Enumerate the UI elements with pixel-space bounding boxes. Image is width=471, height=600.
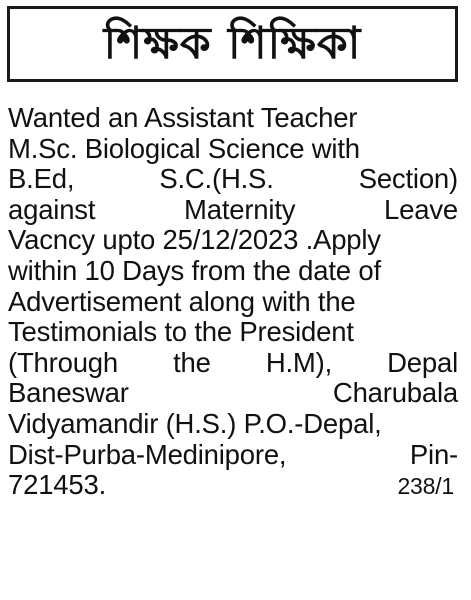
body-line: Wanted an Assistant Teacher xyxy=(8,102,358,133)
pin-code: 721453. xyxy=(8,469,107,501)
advertisement-heading-box xyxy=(7,6,458,82)
body-word: Depal xyxy=(387,346,458,378)
body-line: M.Sc. Biological Science with xyxy=(8,132,360,164)
body-word: Pin- xyxy=(409,438,458,470)
body-word: Baneswar xyxy=(8,377,129,409)
body-word: Dist-Purba-Medinipore, xyxy=(8,438,287,470)
body-line: Advertisement along with the xyxy=(8,285,356,317)
body-line xyxy=(8,195,458,226)
body-word: (Through xyxy=(8,346,118,378)
body-word: S.C.(H.S. xyxy=(159,163,274,195)
body-line: within 10 Days from the date of xyxy=(8,254,381,286)
body-word: Section) xyxy=(358,163,458,195)
body-word: B.Ed, xyxy=(8,163,75,195)
body-line: Vidyamandir (H.S.) P.O.-Depal, xyxy=(8,407,382,439)
body-word: the xyxy=(173,346,211,378)
body-word: Charubala xyxy=(332,377,458,409)
body-line xyxy=(8,348,458,379)
body-line xyxy=(8,164,458,195)
body-word: against xyxy=(8,193,96,225)
body-line: Vacncy upto 25/12/2023 .Apply xyxy=(8,224,381,256)
reference-number: 238/1 xyxy=(397,473,454,500)
body-line xyxy=(8,440,458,471)
body-word: H.M), xyxy=(265,346,333,378)
body-word: Maternity xyxy=(184,193,296,225)
body-word: Leave xyxy=(384,193,458,225)
body-line-final xyxy=(8,470,458,502)
advertisement-body xyxy=(8,103,458,502)
body-line: Testimonials to the President xyxy=(8,316,354,348)
advertisement-heading: শিক্ষক শিক্ষিকা xyxy=(103,18,362,69)
body-line xyxy=(8,378,458,409)
